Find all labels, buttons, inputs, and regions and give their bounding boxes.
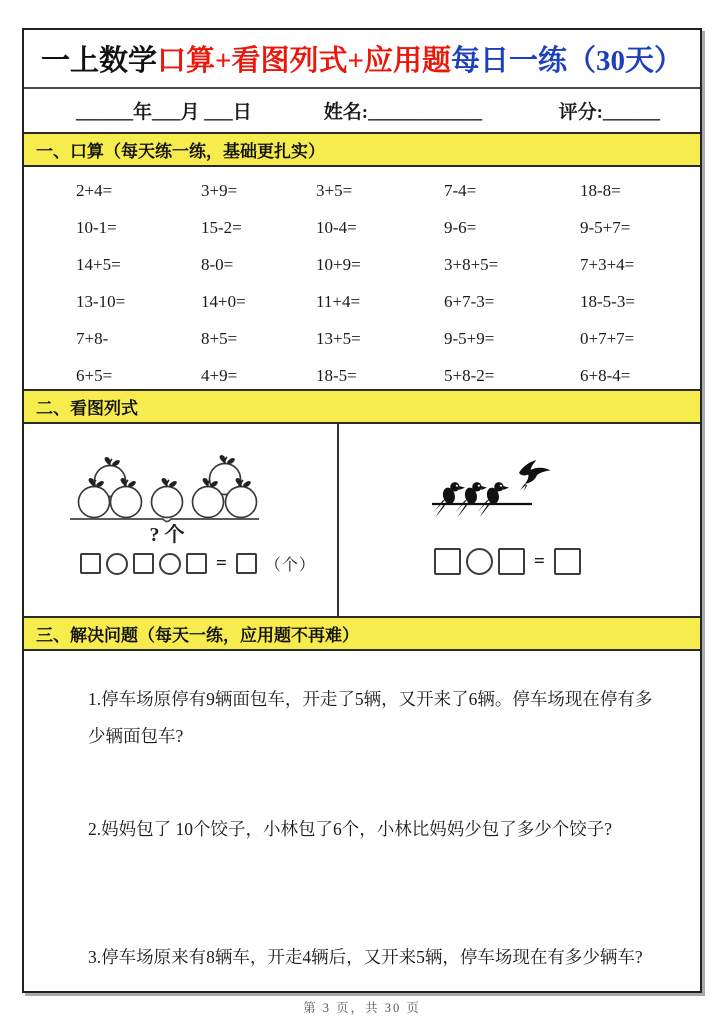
- operator-circle: [106, 553, 128, 575]
- answer-box: [498, 548, 525, 575]
- pictorial-section: [24, 424, 700, 616]
- name-blank: ____________: [368, 102, 483, 123]
- answer-box: [236, 553, 257, 574]
- oral-problem: 18-5-3=: [580, 291, 635, 311]
- oral-problem: 18-5=: [316, 365, 357, 385]
- oral-grid: [24, 167, 700, 389]
- oral-problem: 14+5=: [76, 254, 121, 274]
- oral-problem: 14+0=: [201, 291, 246, 311]
- oral-problem: 6+5=: [76, 365, 113, 385]
- flying-swallow-icon: [519, 460, 550, 491]
- answer-box: [133, 553, 154, 574]
- right-equation: [434, 548, 581, 575]
- oral-problem: 9-6=: [444, 217, 477, 237]
- right-equation-row: [434, 548, 702, 575]
- apple-icon: [152, 478, 183, 518]
- equals-sign: =: [534, 550, 545, 572]
- apples-problem-panel: [24, 424, 339, 616]
- swallows-problem-panel: [339, 424, 702, 616]
- score-label: 评分:: [558, 102, 603, 123]
- page-footer: 第 3 页，共 30 页: [303, 1001, 421, 1015]
- section-header-word-problems: 三、解决问题（每天一练，应用题不再难）: [24, 616, 700, 651]
- score-field: [559, 97, 660, 124]
- operator-circle: [159, 553, 181, 575]
- oral-problem: 8-0=: [201, 254, 234, 274]
- oral-problem: 6+8-4=: [580, 365, 631, 385]
- oral-problem: 10-4=: [316, 217, 357, 237]
- oral-problem: 7+3+4=: [580, 254, 635, 274]
- section-header-pictorial: 二、看图列式: [24, 389, 700, 424]
- page-title: [24, 30, 700, 89]
- section-header-oral: 一、口算（每天练一练，基础更扎实）: [24, 132, 700, 167]
- answer-box: [554, 548, 581, 575]
- oral-problem: 2+4=: [76, 180, 113, 200]
- oral-problem: 0+7+7=: [580, 328, 635, 348]
- question-count-label: ? 个: [149, 524, 185, 546]
- word-problem: 3.停车场原来有8辆车，开走4辆后，又开来5辆，停车场现在有多少辆车?: [88, 947, 643, 968]
- oral-problem: 11+4=: [316, 291, 361, 311]
- oral-problem: 13-10=: [76, 291, 126, 311]
- oral-problem: 3+5=: [316, 180, 353, 200]
- answer-box: [434, 548, 461, 575]
- grouping-line: [70, 519, 259, 522]
- oral-problem: 8+5=: [201, 328, 238, 348]
- apples-figure: [24, 424, 339, 546]
- oral-problem: 9-5+7=: [580, 217, 631, 237]
- word-problems: [24, 651, 700, 991]
- answer-box: [186, 553, 207, 574]
- oral-problem: 18-8=: [580, 180, 621, 200]
- name-label: 姓名:: [323, 102, 369, 123]
- oral-problem: 3+9=: [201, 180, 238, 200]
- date-blanks: ______年___月 ___日: [76, 102, 252, 123]
- oral-problem: 4+9=: [201, 365, 238, 385]
- oral-problem: 15-2=: [201, 217, 242, 237]
- oral-problem: 10-1=: [76, 217, 117, 237]
- worksheet-border-box: [22, 28, 702, 993]
- left-equation-row: [80, 552, 337, 575]
- info-bar: [24, 89, 700, 132]
- oral-problem: 7+8-: [76, 328, 109, 348]
- oral-problem: 6+7-3=: [444, 291, 495, 311]
- title-topics: 口算+看图列式+应用题: [156, 45, 452, 77]
- operator-circle: [466, 548, 493, 575]
- oral-problem: 5+8-2=: [444, 365, 495, 385]
- word-problem: 1.停车场原停有9辆面包车，开走了5辆，又开来了6辆。停车场现在停有多少辆面包车?: [88, 689, 653, 746]
- oral-problem: 13+5=: [316, 328, 361, 348]
- word-problem: 2.妈妈包了 10个饺子，小林包了6个，小林比妈妈少包了多少个饺子?: [88, 818, 613, 839]
- swallows-figure: [339, 424, 702, 546]
- oral-problem: 7-4=: [444, 180, 477, 200]
- title-course: 一上数学: [40, 45, 157, 77]
- left-equation: [80, 553, 257, 575]
- oral-problem: 3+8+5=: [444, 254, 499, 274]
- answer-box: [80, 553, 101, 574]
- oral-problem: 9-5+9=: [444, 328, 495, 348]
- score-blank: ______: [603, 102, 660, 123]
- title-series: 每日一练（30天）: [451, 45, 684, 77]
- unit-label: （个）: [264, 557, 316, 574]
- swallow-icon: [433, 482, 465, 517]
- equals-sign: =: [216, 552, 227, 574]
- oral-problem: 10+9=: [316, 254, 361, 274]
- name-field: [324, 97, 482, 124]
